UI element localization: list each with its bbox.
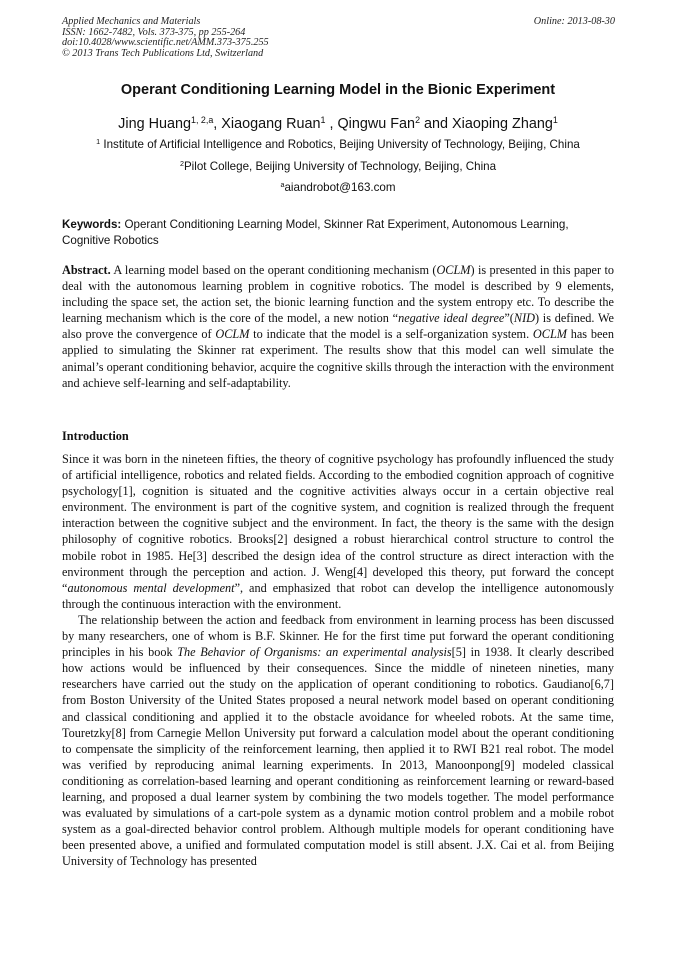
author-affil-mark: 1 xyxy=(552,115,558,126)
email-mark: a xyxy=(280,180,285,190)
keywords xyxy=(62,217,614,248)
author-affil-mark: 1, 2,a xyxy=(190,115,214,126)
abstract-text-run: has been applied to simulating the Skinner rat experiment. The results show that this model can well simulate the animal’s operant conditioning behavior, acquire the cognitive skills through the interaction with the environment and achieve self-learning and self-adaptability. xyxy=(62,327,614,390)
abstract-text-italic-run: NID xyxy=(513,311,536,326)
author-affil-mark: 2 xyxy=(415,115,421,126)
copyright-line: © 2013 Trans Tech Publications Ltd, Switzerland xyxy=(62,47,264,59)
keywords-label: Keywords: xyxy=(62,218,122,231)
abstract-text-run: ”( xyxy=(504,311,514,326)
affiliation-text: Institute of Artificial Intelligence and Robotics, Beijing University of Technology, Beijing, China xyxy=(100,138,580,151)
introduction-body xyxy=(62,451,614,869)
online-date: Online: 2013-08-30 xyxy=(533,16,615,27)
introduction-paragraph-2 xyxy=(62,612,614,870)
abstract-text-italic-run: negative ideal degree xyxy=(398,311,505,326)
author-name: Xiaogang Ruan xyxy=(221,116,321,132)
introduction-paragraph-run: The relationship between the action and feedback from environment in learning process has been discussed by many researchers, one of whom is B.F. Skinner. He for the first time put forward the operant conditioning principles in his book xyxy=(62,612,614,660)
introduction-paragraph-1 xyxy=(62,451,614,612)
author xyxy=(221,116,337,132)
issn-line: ISSN: 1662-7482, Vols. 373-375, pp 255-264 xyxy=(62,26,246,38)
abstract-text-run: ) is presented in this paper to deal with the autonomous learning problem in cognitive robotics. The model is described by 9 elements, including the space set, the action set, the bionic learning function and the system entropy etc. To describe the learning mechanism which is the core of the model, a new notion “ xyxy=(62,263,614,326)
doi-line: doi:10.4028/www.scientific.net/AMM.373-375.255 xyxy=(62,37,269,49)
author xyxy=(118,116,221,132)
author-separator: , xyxy=(213,116,222,132)
abstract xyxy=(62,262,614,391)
abstract-label: Abstract. xyxy=(62,263,111,277)
paper-title: Operant Conditioning Learning Model in the Bionic Experiment xyxy=(120,82,556,98)
author-list xyxy=(62,115,614,133)
abstract-text-run: ) is defined. We also prove the convergence of xyxy=(62,311,614,342)
keywords-text: Operant Conditioning Learning Model, Skinner Rat Experiment, Autonomous Learning, Cognitive Robotics xyxy=(62,218,569,247)
introduction-paragraph-italic-run: autonomous mental development xyxy=(67,580,235,595)
abstract-text-italic-run: OCLM xyxy=(215,327,250,342)
abstract-text-italic-run: OCLM xyxy=(532,327,567,342)
journal-name: Applied Mechanics and Materials xyxy=(62,16,201,27)
introduction-paragraph-italic-run: The Behavior of Organisms: an experimental analysis xyxy=(177,645,452,660)
affiliation-text: Pilot College, Beijing University of Technology, Beijing, China xyxy=(183,160,497,173)
author-name: Xiaoping Zhang xyxy=(452,116,553,132)
author xyxy=(337,116,452,132)
author-email xyxy=(62,181,614,195)
introduction-paragraph-run: Since it was born in the nineteen fifties, the theory of cognitive psychology has profoundly influenced the study of artificial intelligence, robotics and related fields. According to the embodied cognition approach of cognitive psychology[1], cognition is situated and the cognitive activities always occur in a certain objective real environment. The environment is part of the cognitive system, and cognition is realized through the frequent interaction between the cognitive subject and the environment. In fact, the theory is the same with the design philosophy of cognitive robotics. Brooks[2] designed a robust hierarchical control structure to control the mobile robot in 1985. He[3] described the design idea of the control structure as direct interaction with the environment through the perception and action. J. Weng[4] developed this theory, put forward the concept “ xyxy=(62,452,614,595)
email-text: aiandrobot@163.com xyxy=(284,181,396,194)
abstract-text-run: to indicate that the model is a self-organization system. xyxy=(249,327,533,342)
section-heading-introduction: Introduction xyxy=(62,429,129,443)
author-separator: , xyxy=(325,116,338,132)
author-separator: and xyxy=(420,116,453,132)
journal-meta xyxy=(62,17,269,59)
introduction-paragraph-run: [5] in 1938. It clearly described how actions would be influenced by their consequences. Since the middle of nineteen nineties, many researchers have carried out the study on the application of operant conditioning to robotics. Gaudiano[6,7] from Boston University of the United States proposed a neural network model based on operant conditioning and classical conditioning and applied it to the obstacle avoidance for wheeled robots. At the same time, Touretzky[8] from Carnegie Mellon University put forward a calculation model about the operant conditioning to compensate the simplicity of the reinforcement learning, then applied it to RWI B21 real robot. The model was verified by reproducing animal learning experiments. In 2013, Manoonpong[9] modeled classical conditioning as correlation-based learning and operant conditioning as reinforcement learning or reward-based learning, and proposed a dual learner system by combining the two models together. The model performance was evaluated by simulations of a cart-pole system as a dynamic motion control problem and a mobile robot system as a goal-directed behavior control problem. Although multiple models for operant conditioning have been presented above, a unified and formulated computation model is still absent. J.X. Cai et al. from Beijing University of Technology has presented xyxy=(62,645,614,869)
abstract-text xyxy=(62,263,614,390)
affiliation-mark: 2 xyxy=(179,159,184,169)
author-name: Jing Huang xyxy=(118,116,191,132)
author-affil-mark: 1 xyxy=(320,115,326,126)
affiliation-mark: 1 xyxy=(96,137,101,147)
author-name: Qingwu Fan xyxy=(337,116,416,132)
affiliation-2 xyxy=(62,160,614,174)
introduction-paragraph-run: ”, and emphasized that robot can develop the intelligence autonomously through the continuous interaction with the environment. xyxy=(62,580,614,611)
author xyxy=(452,116,558,132)
abstract-text-run: A learning model based on the operant conditioning mechanism ( xyxy=(110,263,437,277)
affiliation-1 xyxy=(62,138,614,152)
abstract-text-italic-run: OCLM xyxy=(436,263,471,277)
